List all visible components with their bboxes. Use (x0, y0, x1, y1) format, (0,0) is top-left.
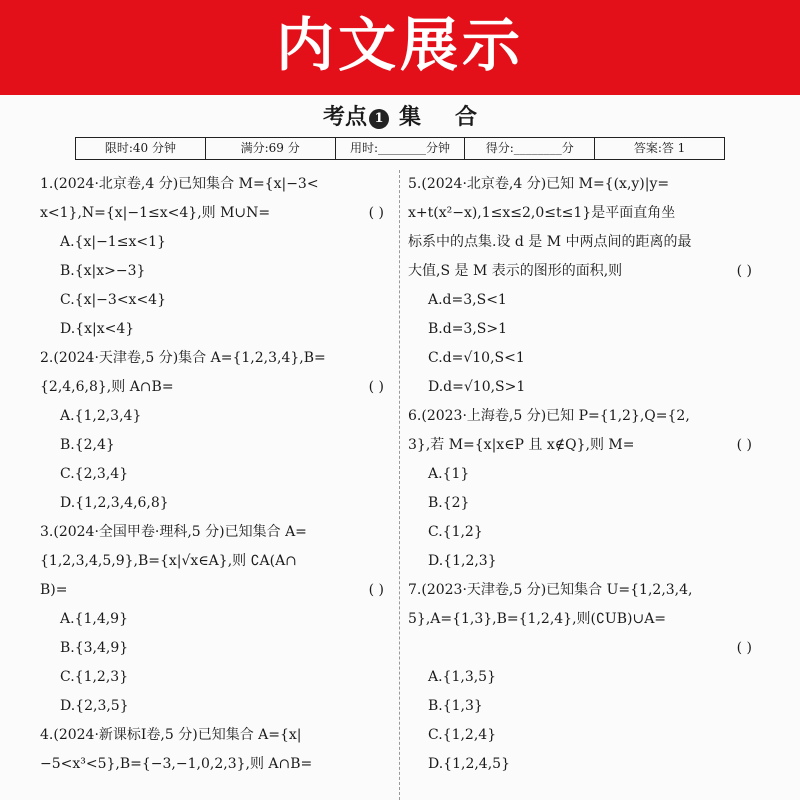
option-d: D.{1,2,3,4,6,8} (60, 495, 169, 511)
option-b: B.{2,4} (60, 437, 115, 453)
info-score: 得分:________分 (465, 138, 595, 159)
question-1-line-2-text: x<1},N={x|−1≤x<4},则 M∪N= (40, 205, 271, 221)
answer-paren: ( ) (368, 205, 384, 221)
section-title (0, 103, 800, 131)
option-a: A.{1,3,5} (428, 669, 496, 685)
question-5-line-4 (408, 257, 760, 286)
question-6-line-2 (408, 431, 760, 460)
section-name-b: 合 (455, 104, 478, 130)
question-4-line-1: 4.(2024·新课标Ⅰ卷,5 分)已知集合 A={x| (40, 727, 302, 743)
right-column (408, 170, 760, 779)
option-a: A.d=3,S<1 (428, 292, 507, 308)
option-b: B.{x|x>−3} (60, 263, 146, 279)
info-full-score: 满分:69 分 (206, 138, 336, 159)
question-3-line-3 (40, 576, 392, 605)
question-2-line-1: 2.(2024·天津卷,5 分)集合 A={1,2,3,4},B= (40, 350, 326, 366)
question-3-line-1: 3.(2024·全国甲卷·理科,5 分)已知集合 A= (40, 524, 307, 540)
question-2 (40, 344, 392, 518)
info-table (75, 137, 725, 160)
question-6 (408, 402, 760, 576)
option-b: B.{3,4,9} (60, 640, 129, 656)
question-7-line-3 (408, 634, 760, 663)
info-answer: 答案:答 1 (633, 141, 686, 155)
option-b: B.{2} (428, 495, 470, 511)
option-a: A.{1,2,3,4} (60, 408, 142, 424)
option-a: A.{x|−1≤x<1} (60, 234, 166, 250)
question-5-line-1: 5.(2024·北京卷,4 分)已知 M={(x,y)|y= (408, 176, 670, 192)
question-4-line-2: −5<x³<5},B={−3,−1,0,2,3},则 A∩B= (40, 756, 313, 772)
question-2-line-2-text: {2,4,6,8},则 A∩B= (40, 379, 174, 395)
option-d: D.d=√10,S>1 (428, 379, 526, 395)
option-c: C.{1,2,3} (60, 669, 129, 685)
option-c: C.{1,2,4} (428, 727, 497, 743)
option-b: B.{1,3} (428, 698, 483, 714)
question-6-line-1: 6.(2023·上海卷,5 分)已知 P={1,2},Q={2, (408, 408, 690, 424)
option-c: C.{x|−3<x<4} (60, 292, 166, 308)
info-time-limit: 限时:40 分钟 (76, 138, 206, 159)
option-a: A.{1} (428, 466, 470, 482)
question-2-line-2 (40, 373, 392, 402)
left-column (40, 170, 392, 779)
question-6-line-2-text: 3},若 M={x|x∈P 且 x∉Q},则 M= (408, 437, 635, 453)
question-1-line-1: 1.(2024·北京卷,4 分)已知集合 M={x|−3< (40, 176, 319, 192)
section-number-badge: 1 (369, 109, 389, 129)
answer-paren: ( ) (736, 640, 752, 656)
info-time-used: 用时:________分钟 (336, 138, 466, 159)
answer-paren: ( ) (368, 582, 384, 598)
option-c: C.{2,3,4} (60, 466, 129, 482)
question-5 (408, 170, 760, 402)
option-c: C.d=√10,S<1 (428, 350, 525, 366)
banner-title: 内文展示 (275, 11, 524, 79)
question-7 (408, 576, 760, 779)
option-c: C.{1,2} (428, 524, 483, 540)
option-d: D.{x|x<4} (60, 321, 135, 337)
question-3 (40, 518, 392, 721)
section-name-a: 集 (398, 104, 421, 130)
header-banner (0, 0, 800, 95)
question-3-line-3-text: B)= (40, 582, 68, 598)
question-5-line-4-text: 大值,S 是 M 表示的图形的面积,则 (408, 263, 623, 279)
option-d: D.{1,2,3} (428, 553, 497, 569)
question-1-line-2 (40, 199, 392, 228)
section-prefix: 考点 (322, 104, 367, 130)
option-d: D.{1,2,4,5} (428, 756, 510, 772)
question-3-line-2: {1,2,3,4,5,9},B={x|√x∈A},则 ∁A(A∩ (40, 553, 297, 569)
question-7-line-1: 7.(2023·天津卷,5 分)已知集合 U={1,2,3,4, (408, 582, 693, 598)
option-d: D.{2,3,5} (60, 698, 129, 714)
question-7-line-2: 5},A={1,3},B={1,2,4},则(∁UB)∪A= (408, 611, 667, 627)
option-a: A.{1,4,9} (60, 611, 128, 627)
answer-paren: ( ) (736, 437, 752, 453)
question-5-line-2: x+t(x²−x),1≤x≤2,0≤t≤1}是平面直角坐 (408, 205, 676, 221)
question-4 (40, 721, 392, 779)
answer-paren: ( ) (736, 263, 752, 279)
question-5-line-3: 标系中的点集.设 d 是 M 中两点间的距离的最 (408, 234, 692, 250)
column-divider (399, 170, 400, 800)
answer-paren: ( ) (368, 379, 384, 395)
option-b: B.d=3,S>1 (428, 321, 508, 337)
question-1 (40, 170, 392, 344)
